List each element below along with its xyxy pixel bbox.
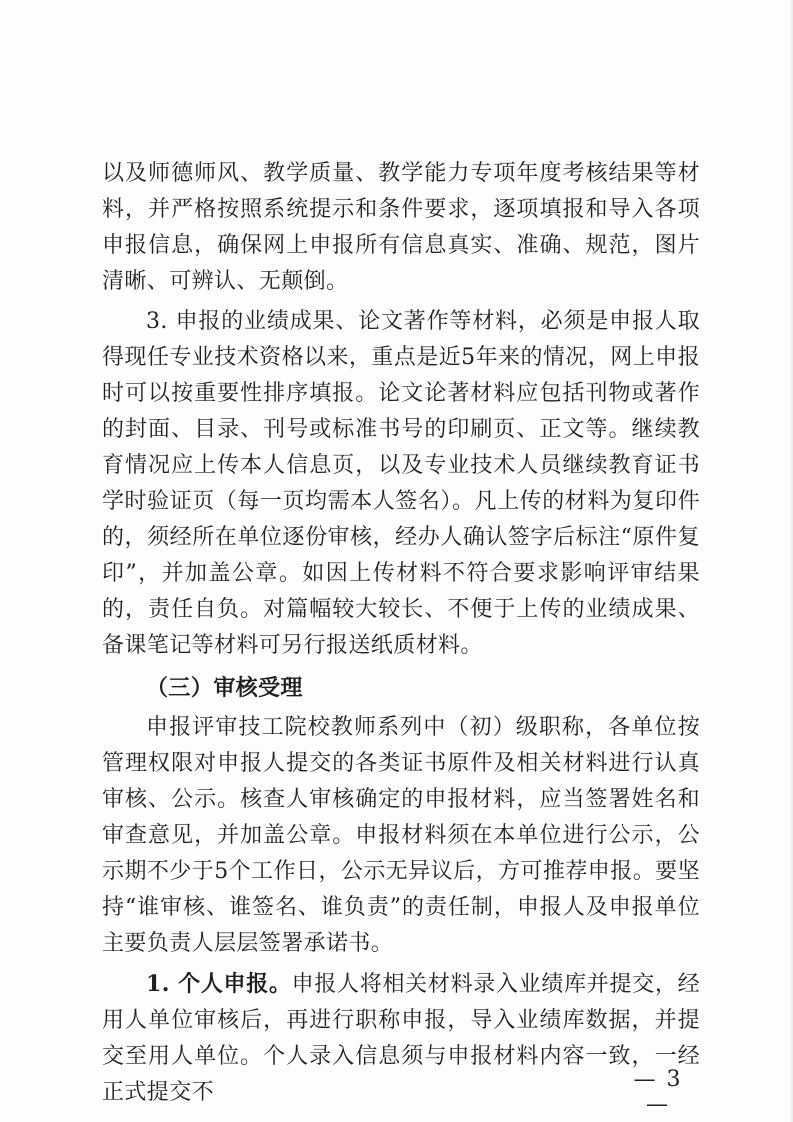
scan-edge — [789, 0, 793, 1122]
section-heading-review: （三）审核受理 — [146, 675, 303, 701]
paragraph-individual-application — [102, 966, 700, 1111]
body-text — [102, 156, 700, 1111]
page-number: — 3 — — [633, 1067, 683, 1117]
paragraph-lead-individual: 1. 个人申报。 — [146, 971, 292, 997]
paragraph-review-acceptance: 申报评审技工院校教师系列中（初）级职称，各单位按管理权限对申报人提交的各类证书原件及相关材料进行认真审核、公示。核查人审核确定的申报材料，应当签署姓名和审查意见，并加盖公章。申报材料须在本单位进行公示，公示期不少于5个工作日，公示无异议后，方可推荐申报。要坚持“谁审核、谁签名、谁负责”的责任制，申报人及申报单位主要负责人层层签署承诺书。 — [102, 715, 700, 956]
paragraph-body-individual: 申报人将相关材料录入业绩库并提交，经用人单位审核后，再进行职称申报，导入业绩库数据，并提交至用人单位。个人录入信息须与申报材料内容一致，一经正式提交不 — [102, 972, 701, 1105]
paragraph-item-3: 3. 申报的业绩成果、论文著作等材料，必须是申报人取得现任专业技术资格以来，重点是近5年来的情况，网上申报时可以按重要性排序填报。论文论著材料应包括刊物或著作的封面、目录、刊号或标准书号的印刷页、正文等。继续教育情况应上传本人信息页，以及专业技术人员继续教育证书学时验证页（每一页均需本人签名）。凡上传的材料为复印件的，须经所在单位逐份审核，经办人确认签字后标注“原件复印”，并加盖公章。如因上传材料不符合要求影响评审结果的，责任自负。对篇幅较大较长、不便于上传的业绩成果、备课笔记等材料可另行报送纸质材料。 — [102, 309, 700, 658]
paragraph-materials-continued: 以及师德师风、教学质量、教学能力专项年度考核结果等材料，并严格按照系统提示和条件要求，逐项填报和导入各项申报信息，确保网上申报所有信息真实、准确、规范，图片清晰、可辨认、无颠倒。 — [102, 161, 700, 294]
